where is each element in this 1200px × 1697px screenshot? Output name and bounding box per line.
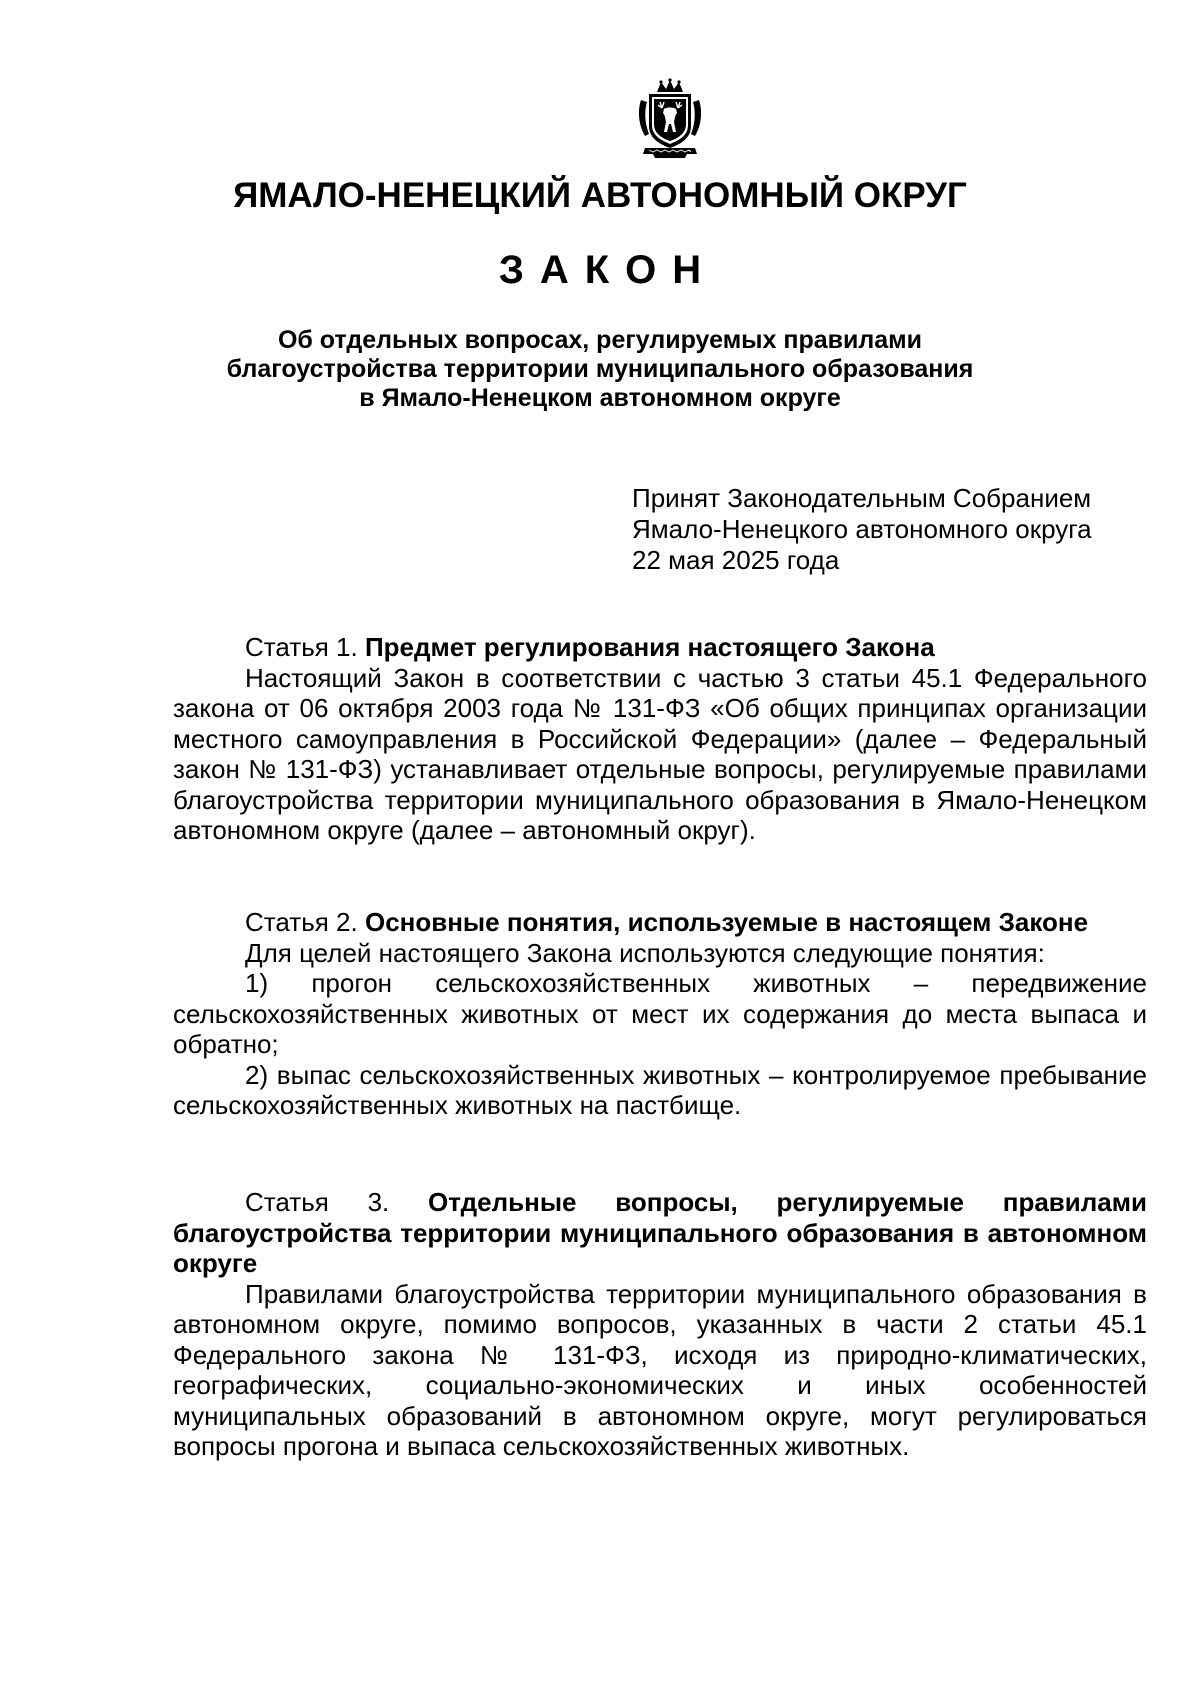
adoption-date: 22 мая 2025 года xyxy=(632,545,840,575)
article-heading xyxy=(173,632,1147,663)
document-type: ЗАКОН xyxy=(498,248,718,292)
article-paragraph: 2) выпас сельскохозяйственных животных – контролируемое пребывание сельскохозяйственных животных на пастбище. xyxy=(173,1059,1147,1120)
law-title-line: благоустройства территории муниципального образования xyxy=(226,355,974,383)
region-title: ЯМАЛО-НЕНЕЦКИЙ АВТОНОМНЫЙ ОКРУГ xyxy=(233,176,967,215)
article-heading xyxy=(173,907,1147,938)
article-paragraph: 1) прогон сельскохозяйственных животных – передвижение сельскохозяйственных животных от мест их содержания до места выпаса и обратно; xyxy=(173,968,1147,1059)
article-title: Предмет регулирования настоящего Закона xyxy=(364,632,935,662)
article-paragraph: Правилами благоустройства территории муниципального образования в автономном округе, помимо вопросов, указанных в части 2 статьи 45.1 Федерального закона № 131-ФЗ, исходя из природно-климатических, географических, социально-экономических и иных особенностей муниципальных образований в автономном округе, могут регулироваться вопросы прогона и выпаса сельскохозяйственных животных. xyxy=(173,1278,1147,1461)
adoption-line: Ямало-Ненецкого автономного округа xyxy=(632,514,1092,544)
article-3 xyxy=(173,1187,1147,1462)
article-heading xyxy=(173,1187,1147,1279)
article-label: Статья 1. xyxy=(245,632,358,662)
article-2 xyxy=(173,907,1147,1121)
article-paragraph: Для целей настоящего Закона используются следующие понятия: xyxy=(245,937,1045,968)
article-1 xyxy=(173,632,1147,846)
article-title: Отдельные вопросы, регулируемые правилами благоустройства территории муниципального образования в автономном округе xyxy=(173,1187,1147,1278)
adoption-note xyxy=(632,483,1092,576)
law-title-line: в Ямало-Ненецком автономном округе xyxy=(359,384,841,412)
article-title: Основные понятия, используемые в настоящем Законе xyxy=(364,907,1089,937)
law-title-line: Об отдельных вопросах, регулируемых правилами xyxy=(277,326,923,354)
article-paragraph: Настоящий Закон в соответствии с частью 3 статьи 45.1 Федерального закона от 06 октября 2003 года № 131-ФЗ «Об общих принципах организации местного самоуправления в Российской Федерации» (далее – Федеральный закон № 131-ФЗ) устанавливает отдельные вопросы, регулируемые правилами благоустройства территории муниципального образования в Ямало-Ненецком автономном округе (далее – автономный округ). xyxy=(173,662,1147,845)
article-label: Статья 2. xyxy=(245,907,358,937)
coat-of-arms-icon xyxy=(635,78,705,160)
article-label: Статья 3. xyxy=(245,1187,390,1217)
law-title xyxy=(0,326,1200,413)
adoption-line: Принят Законодательным Собранием xyxy=(632,483,1092,513)
